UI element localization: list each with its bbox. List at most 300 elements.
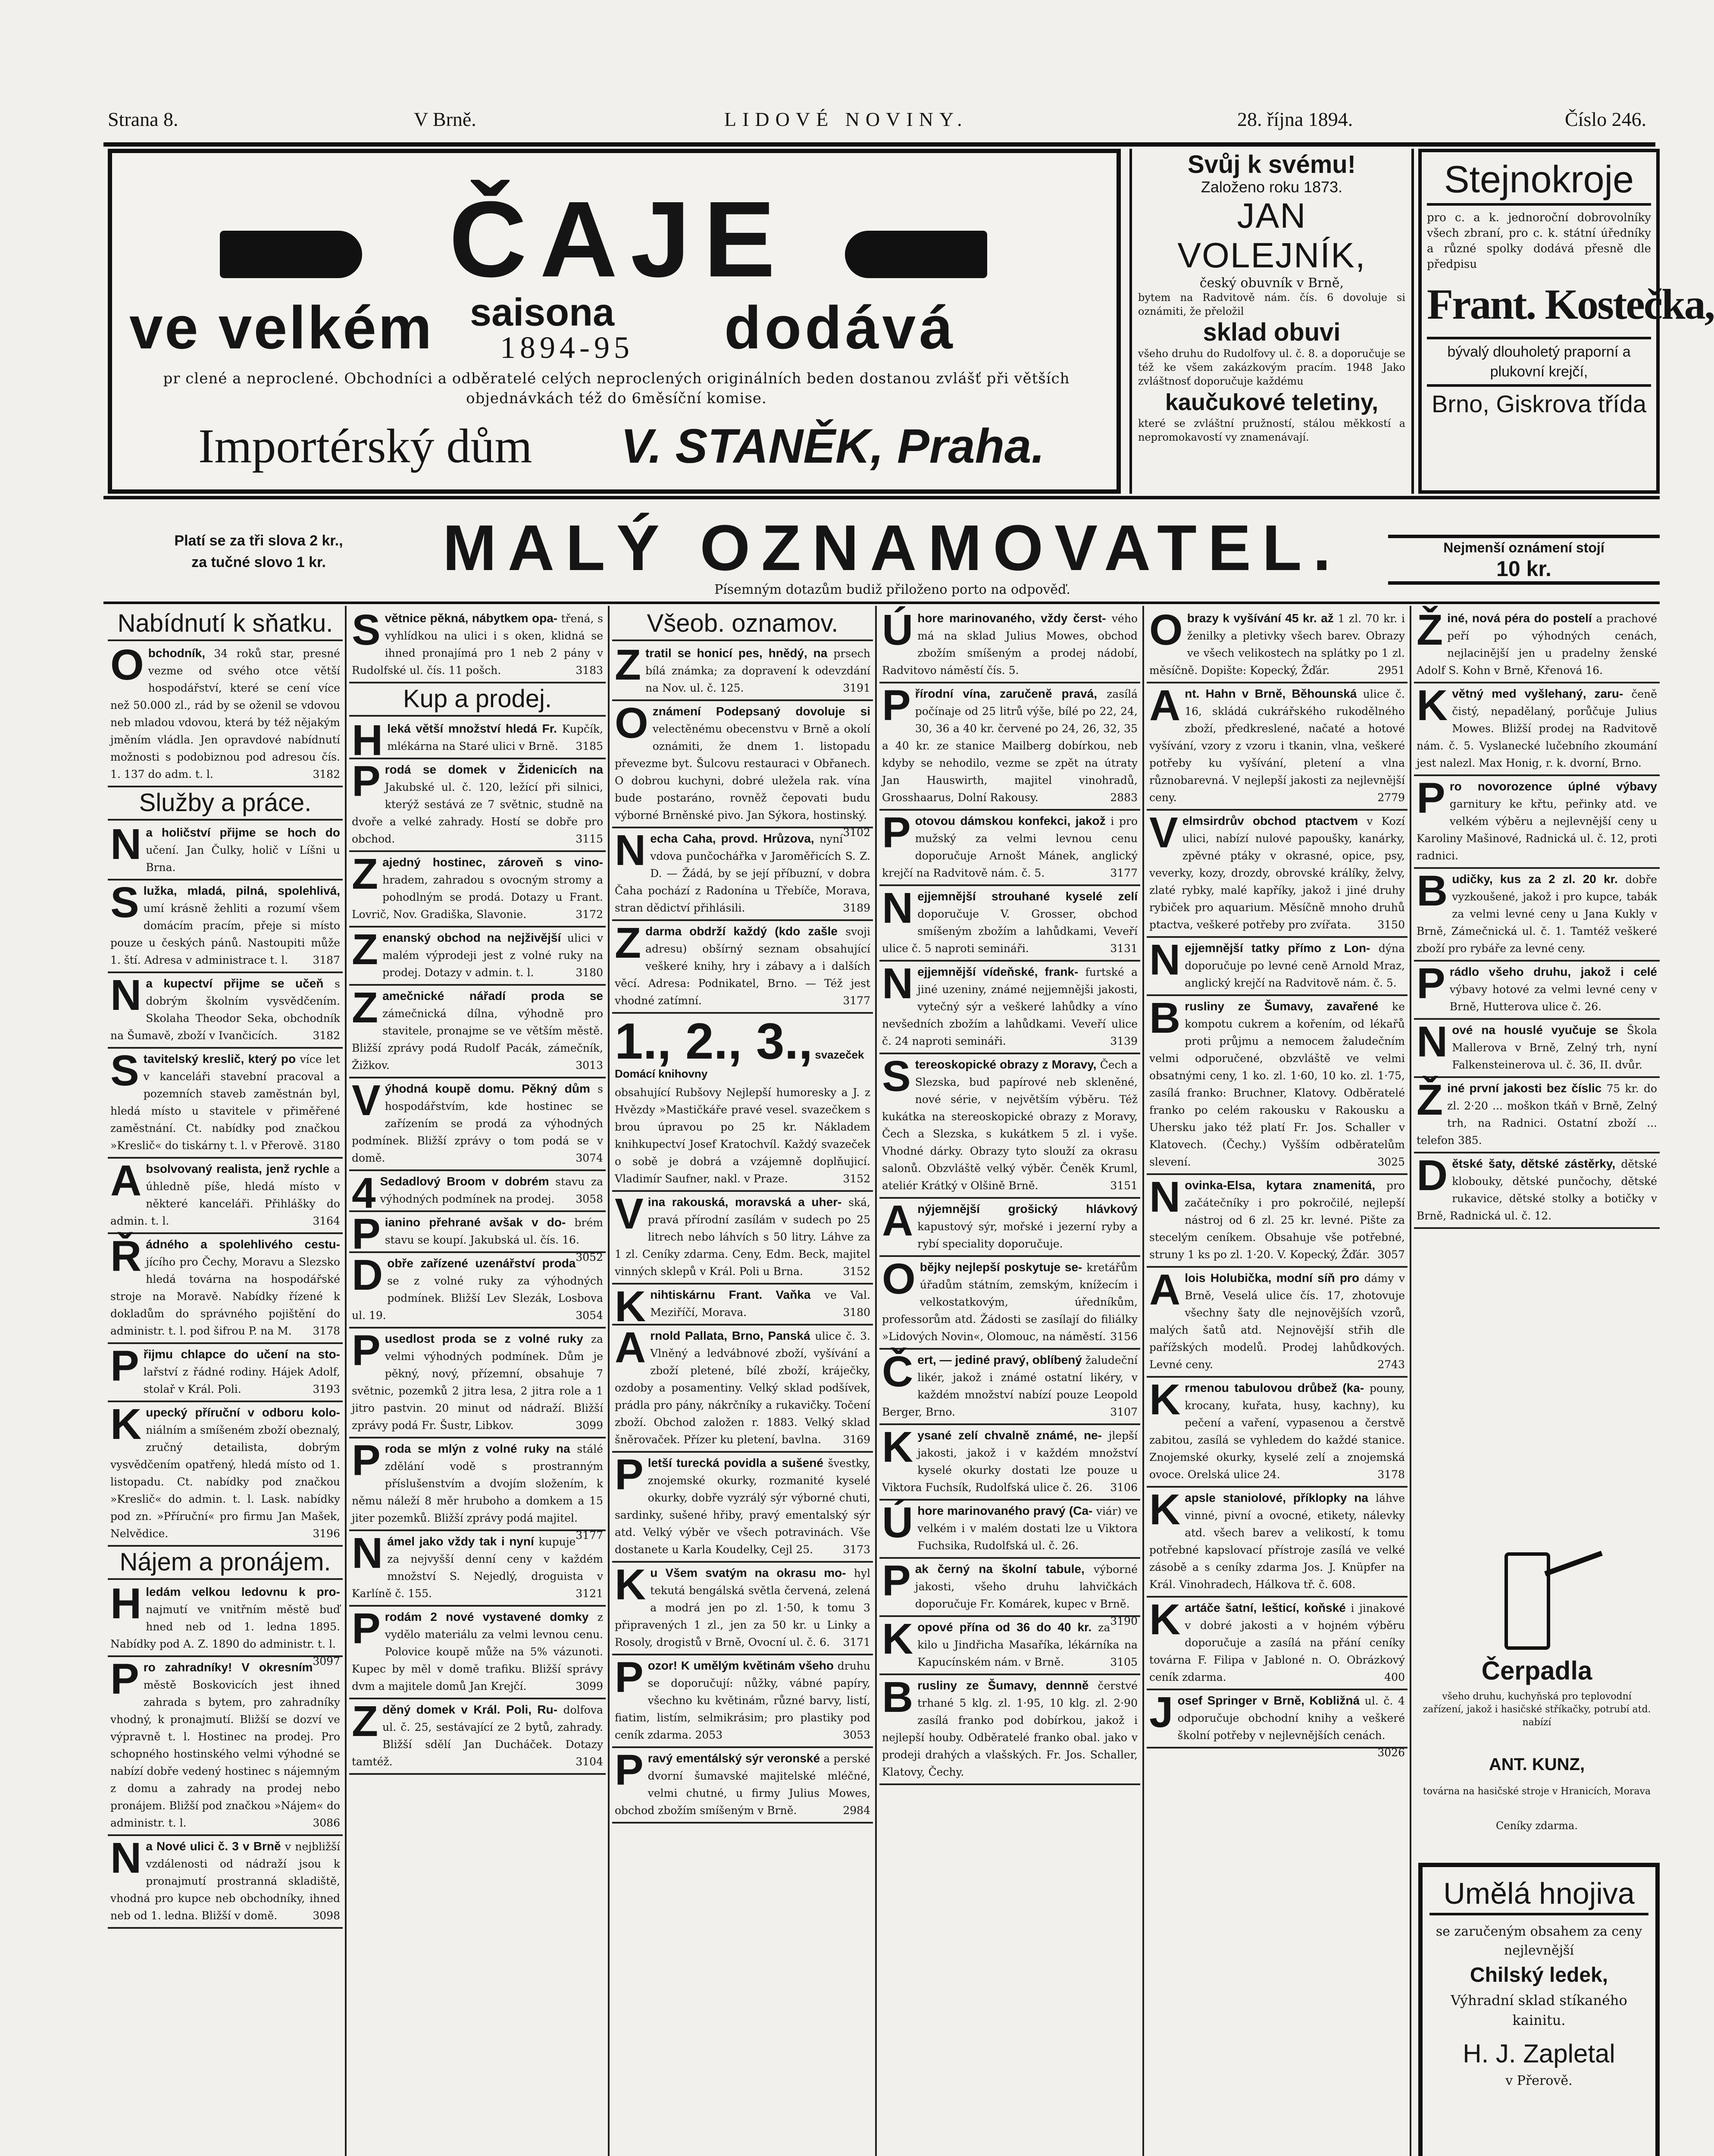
classified-ad (612, 1082, 873, 1192)
ad-lead: větný med vyšlehaný, zaru- (1452, 687, 1623, 700)
pump-ceniky: Ceníky zdarma. (1496, 1820, 1578, 1832)
ad-text: a prachové peří po výhodných cenách, nejlacinější jen u pradelny ženské Adolf S. Kohn v Brně, Křenová 16. (1417, 612, 1657, 677)
ad-lead: ledám velkou ledovnu k pro- (146, 1585, 340, 1598)
drop-initial: O (1149, 606, 1183, 654)
volejnik-text1: bytem na Radvitově nám. čís. 6 dovoluje si oznámiti, že přeložil (1138, 291, 1405, 317)
classified-ad (879, 886, 1140, 962)
ad-text: Jakubské ul. č. 120, ležící při silnici, kterýž sestává ze 7 světnic, studně na dvoře a velké zahrady. Hostí se dobře pro obchod. (352, 780, 603, 845)
ad-lead: ádného a spolehlivého cestu- (146, 1237, 340, 1251)
pump-handle (1544, 1551, 1603, 1576)
ad-number: 2743 (1377, 1358, 1405, 1371)
volejnik-advertisement (1129, 149, 1414, 494)
pump-company: ANT. KUNZ, (1489, 1755, 1585, 1774)
drop-initial: N (1149, 936, 1181, 984)
classified-ad (349, 759, 606, 852)
ad-number: 3107 (1110, 1406, 1138, 1418)
big-numbers (612, 1014, 873, 1082)
ad-text: pouny, krocany, kuřata, husy, kachny), ku pečení a vaření, vypasenou a čerstvě zabitou, zasílá se vyhledem do každé stanice. Znojemské okurky, kyselé zelí a znojemská ovoce. Orelská ulice 24. (1149, 1382, 1405, 1481)
big-numbers-side: svazeček Domácí knihovny (615, 1048, 864, 1080)
kostecka-address: Brno, Giskrova třída (1427, 384, 1651, 421)
classified-ad (108, 1046, 343, 1159)
classified-ad (879, 1257, 1140, 1350)
page-number: Strana 8. (108, 108, 178, 130)
ad-number: 3177 (1110, 867, 1138, 879)
ad-text: niálním a smíšeném zboží obeznalý, zručný detailista, dobrým vysvědčením opatřený, hledá místo od 1. listopadu. Ct. nabídky pod značkou »Kreslič« do admin. t. l. Lask. nabídky pod zn. »Příruční« pro firmu Jan Mašek, Nelvědice. (110, 1423, 340, 1540)
classified-ad (612, 1655, 873, 1748)
classified-ad (108, 1833, 343, 1929)
ad-lead: ové na houslé vyučuje se (1452, 1023, 1618, 1037)
ad-text: ulice č. 3. Vlněný a ledvábnové zboží, vyšívání a zboží pletené, bílé zboží, kráječky, ozdoby a posamentiny. Velký sklad podšívek, prádla pro pány, nákrčníky a rukavičky. Točení zboží. Obchod založen r. 1883. Velký sklad šněrovaček. Přízer ku pletení, bavlna. (615, 1329, 870, 1446)
ad-number: 3052 (576, 1250, 603, 1263)
ad-lead: artáče šatní, lešticí, koňské (1185, 1601, 1346, 1614)
classified-ad (349, 1699, 606, 1775)
drop-initial: A (1149, 1266, 1181, 1314)
ad-number: 3097 (313, 1655, 340, 1667)
ad-number: 3099 (576, 1680, 603, 1692)
tea-season-years: 1894-95 (500, 330, 634, 365)
ad-text: čeně čistý, nepadělaný, porůčuje Julius Mowes. Bližší prodej na Radvitově nám. č. 5. Vyslanecké lučebního zkoumání jest nalezl. Max Honig, r. k. dvorní, Brno. (1417, 688, 1658, 769)
volejnik-text3: které se zvláštní pružností, stálou měkkostí a nepromokavostí vy znamenávají. (1138, 417, 1405, 443)
classified-ad (108, 878, 343, 973)
classified-ad (879, 808, 1140, 886)
ad-lead: brazy k vyšívání 45 kr. až (1187, 611, 1334, 625)
classified-ad (1414, 608, 1660, 683)
ad-number: 3074 (576, 1151, 603, 1164)
price-note-right-1: Nejmenší oznámení stojí (1388, 535, 1660, 556)
classified-ad (349, 1604, 606, 1699)
ad-number: 3191 (843, 681, 870, 694)
ad-number: 2951 (1377, 664, 1405, 677)
ad-text: svoji adresu) obšírný seznam obsahující veškeré knihy, hry i zábavy a i dalších věcí. Adresa: Podnikatel, Brno. — Též jest vhodné zatímní. (615, 925, 870, 1007)
ad-text: dýna doporučuje po levné ceně Arnold Mraz, anglický krejčí na Radvitově nám. č. 5. (1185, 942, 1405, 989)
drop-initial: K (1417, 681, 1448, 730)
drop-initial: Z (352, 1697, 378, 1745)
ad-number: 3171 (843, 1636, 870, 1648)
ad-number: 3139 (1110, 1035, 1138, 1047)
drop-initial: S (352, 606, 381, 654)
pump-advertisement (1414, 1544, 1660, 1854)
drop-initial: N (882, 959, 913, 1008)
drop-initial: Z (352, 925, 378, 974)
ad-number: 3172 (576, 908, 603, 921)
drop-initial: K (615, 1560, 646, 1609)
city: V Brně. (414, 108, 476, 130)
ad-text: brém stavu se koupí. Jakubská ul. čís. 16. (385, 1216, 604, 1246)
drop-initial: P (615, 1653, 644, 1702)
ad-lead: ejjemnější tatky přímo z Lon- (1185, 941, 1370, 955)
ad-lead: elmsirdrův obchod ptactvem (1182, 814, 1358, 827)
postage-note: Písemným dotazům budiž přiloženo porto na odpověď. (714, 582, 1070, 597)
classified-ad (108, 1402, 343, 1547)
ad-text: více let v kanceláři stavební pracoval a pozemních staveb zaměstnán byl, hledá místo u stavitele v přiměřené zaměstnání. Ct. nabídky pod značkou »Kreslič« do tiskárny t. l. v Přerově. (110, 1053, 340, 1152)
ad-number: 3025 (1377, 1156, 1405, 1168)
ad-text: výborné jakosti, všeho druhu lahvičkách doporučuje Fr. Komárek, kupec v Brně. (915, 1563, 1138, 1610)
pump-icon (1504, 1552, 1550, 1650)
ad-number: 3183 (576, 664, 603, 677)
drop-initial: N (882, 884, 913, 932)
ad-lead: větnice pěkná, nábytkem opa- (385, 611, 558, 625)
classified-ad (879, 1675, 1140, 1785)
ad-text: dámy v Brně, Veselá ulice čís. 17, zhotovuje všechny šaty dle nejnovějších vzorů, malých šatů atd. Nejnovější střih dle pařížských modelů. Prodej lahůdkových. Levné ceny. (1149, 1272, 1405, 1371)
classified-ad (1414, 1153, 1660, 1229)
drop-initial: P (1417, 774, 1445, 822)
drop-initial: Ř (110, 1232, 142, 1280)
ad-text: v Kozí ulici, nabízí nulové papoušky, kanárky, zpěvné ptáky v okrasné, opice, psy, veverky, kozy, drozdy, obrovské králíky, želvy, zlaté rybky, malé kapříky, jakož i jiné druhy rybiček pro aquarium. Měsíčně mnoho druhů ptactva, veškeré potřeby pro zvířata. (1149, 815, 1405, 931)
ad-number: 3104 (576, 1755, 603, 1768)
drop-initial: Z (352, 849, 378, 898)
ad-text: garnitury ke křtu, peřinky atd. ve velkém výběru a nejlevnější ceny u Karoliny Mašinové, Radnická ul. č. 12, proti radnici. (1417, 798, 1657, 862)
pump-place: továrna na hasičské stroje v Hranicích, Morava (1423, 1786, 1651, 1797)
ad-lead: a Nové ulici č. 3 v Brně (146, 1839, 281, 1853)
ad-number: 3150 (1377, 918, 1405, 931)
ad-text: obsahující Rubšovy Nejlepší humoresky a J. z Hvězdy »Mastičkáře pravé vesel. svazečkem s brou úpravou po 25 kr. Nákladem knihkupectví Josef Kratochvíl. Každý svazeček o sobě je dobrá a vzájemně doplňujicí. Vladimír Saufner, nakl. v Praze. (615, 1086, 870, 1185)
drop-initial: S (882, 1052, 911, 1100)
drop-initial: V (352, 1076, 381, 1125)
ad-text: učení. Jan Čulky, holič v Líšni u Brna. (146, 843, 340, 874)
ad-lead: echa Caha, provd. Hrůzova, (650, 831, 814, 845)
drop-initial: O (882, 1255, 916, 1303)
category-heading: Nájem a pronájem. (108, 1547, 343, 1580)
ad-lead: ro novorozence úplné výbavy (1449, 780, 1657, 793)
ad-text: dolfova ul. č. 25, sestávající ze 2 bytů, zahrady. Bližší sdělí Jan Ducháček. Dotazy tamtéž. (352, 1703, 603, 1768)
ad-lead: otovou dámskou konfekci, jakož (915, 814, 1106, 827)
drop-initial: P (352, 1436, 381, 1485)
drop-initial: N (110, 1833, 142, 1882)
ad-lead: rmenou tabulovou drůbež (ka- (1185, 1381, 1364, 1395)
ad-number: 3102 (843, 826, 870, 839)
column-1 (108, 608, 343, 2156)
pump-title: Čerpadla (1481, 1656, 1592, 1685)
drop-initial: P (882, 808, 911, 857)
ad-lead: hore marinovaného pravý (Ca- (917, 1504, 1093, 1517)
ad-number: 2883 (1110, 791, 1138, 804)
drop-initial: P (352, 1210, 381, 1258)
ad-text: pro začátečníky i pro pokročilé, nejlepší nástroj od 6 zl. 25 kr. levné. Pište za stecelým ceníkem. Obsahuje vše potřebné, struny 1 ks po zl. 1·20. V. Kopecký, Žďár. (1149, 1179, 1405, 1261)
ad-text: 75 kr. do zl. 2·20 ... moškon tkáň v Brně, Zelný trh, na Radnici. Ostatní zboží ... telefon 385. (1417, 1082, 1657, 1147)
ad-lead: amečnické nářadí proda se (382, 989, 603, 1003)
ad-text: druhu se doporučují: nůžky, vábné papíry, všechno ku květinám, různé barvy, listí, fiatim, listím, selmikrásim; pro plastiky pod ceník zdarma. 2053 (615, 1659, 870, 1741)
classified-ad (1147, 1378, 1407, 1488)
ad-lead: ozor! K umělým květinám všeho (647, 1658, 834, 1672)
volejnik-store: sklad obuvi (1203, 318, 1341, 346)
ad-text: ul. č. 4 odporučuje obchodní knihy a veškeré školní potřeby v nejlevnějších cenách. (1177, 1695, 1405, 1742)
drop-initial: P (882, 681, 911, 730)
issue-number: Číslo 246. (1565, 108, 1647, 130)
kostecka-advertisement (1418, 149, 1714, 494)
price-note-left-1: Platí se za tři slova 2 kr., (174, 533, 343, 549)
ad-lead: ro zahradníky! V okresním (143, 1660, 313, 1674)
classified-ad (879, 1498, 1140, 1559)
ad-number: 2779 (1377, 791, 1405, 804)
classified-ad (108, 1341, 343, 1402)
ad-lead: a holičství přijme se hoch do (146, 825, 340, 839)
ad-lead: ajedný hostinec, zároveň s vino- (382, 855, 603, 869)
ad-text: umí krásně žehliti a rozumí všem domácím pracím, přeje si místo pouze u českých pánů. Nastoupiti může 1. ští. Adresa v administrace t. l. (110, 902, 340, 966)
ad-text: kretářům úřadům státním, zemským, knížecím i velkostatkovým, úředníkům, professorům atd. Žádosti se zasílají do filiálky »Lidových Novin«, Olomouc, na náměstí. (882, 1261, 1138, 1343)
ad-text: stálé zdělání vodě s prostranným příslušenstvím a dvojím složením, k němu náleží 8 měr hruboho a domkem a 15 jiter pozemků. Bližší zprávy podá majitel. (352, 1442, 603, 1524)
column-5 (1147, 608, 1407, 2156)
classified-ad (108, 973, 343, 1049)
ad-text: jlepší jakosti, jakož i v každém množství kyselé okurky dostati lze pouze u Viktora Fuchsík, Rudolfská ulice č. 26. (882, 1429, 1138, 1494)
drop-initial: J (1149, 1688, 1173, 1736)
ad-text: ve Val. Meziříčí, Morava. (650, 1288, 870, 1319)
ad-number: 3173 (843, 1543, 870, 1556)
drop-initial: P (352, 1326, 381, 1375)
ad-lead: nihtiskárnu Frant. Vaňka (650, 1288, 811, 1301)
classified-ad (1147, 1175, 1407, 1268)
classified-ad (108, 1657, 343, 1836)
ad-lead: darma obdrží každý (kdo zašle (645, 924, 838, 938)
drop-initial: O (615, 699, 648, 747)
category-heading: Nabídnutí k sňatku. (108, 608, 343, 641)
ad-lead: rusliny ze Šumavy, zavařené (1185, 1000, 1379, 1013)
ad-lead: bějky nejlepší poskytuje se- (920, 1260, 1082, 1274)
ad-lead: lužka, mladá, pilná, spolehlivá, (143, 884, 340, 897)
volejnik-founded: Založeno roku 1873. (1201, 178, 1343, 196)
kostecka-headline: Stejnokroje (1427, 156, 1651, 206)
ad-number: 3057 (1377, 1248, 1405, 1261)
drop-initial: O (110, 640, 144, 689)
ad-number: 3180 (843, 1306, 870, 1319)
classified-ad (349, 1169, 606, 1217)
ad-text: se z volné ruky za výhodných podmínek. Bližší Lev Slezák, Losbova ul. 19. (352, 1274, 603, 1322)
ad-number: 3182 (313, 768, 340, 780)
drop-initial: V (1149, 808, 1178, 857)
ad-lead: a kupectví přijme se učeň (146, 976, 324, 990)
column-2 (349, 608, 606, 2156)
ad-number: 3190 (1110, 1615, 1138, 1627)
classified-ad (349, 849, 606, 928)
classified-ad (1414, 683, 1660, 776)
ad-lead: rusliny ze Šumavy, dennně (917, 1679, 1089, 1692)
drop-initial: Z (352, 983, 378, 1032)
ad-lead: opové přína od 36 do 40 kr. (917, 1620, 1092, 1634)
classified-ad (1147, 1485, 1407, 1598)
ad-lead: řijmu chlapce do učení na sto- (143, 1347, 340, 1361)
classified-ad (1147, 938, 1407, 996)
ad-number: 3152 (843, 1265, 870, 1278)
classified-ad (879, 1054, 1140, 1199)
ad-number: 3058 (576, 1192, 603, 1205)
ad-lead: ina rakouská, moravská a uher- (647, 1195, 842, 1209)
ad-number: 3177 (576, 1529, 603, 1542)
ad-number: 3131 (1110, 942, 1138, 955)
classified-ad (612, 828, 873, 921)
ad-text: hradem, zahradou s ovocným stromy a pohodlným se prodá. Dotazy u Frant. Lovrič, Nov. Gradiška, Slavonie. (352, 873, 603, 921)
ad-number: 3026 (1377, 1746, 1405, 1759)
ad-text: i jinakové v dobré jakosti a v hojném výběru doporučuje a zasílá na přání ceníky továrna F. Filipa v Jabloné n. O. Obrázkový ceník zdarma. (1149, 1602, 1405, 1683)
classified-ad (349, 1531, 606, 1607)
fertilizer-title: Umělá hnojiva (1429, 1874, 1648, 1915)
ad-lead: ovinka-Elsa, kytara znamenitá, (1185, 1178, 1376, 1192)
ad-lead: ětské šaty, dětské zástěrky, (1452, 1157, 1616, 1170)
drop-initial: N (1417, 1018, 1448, 1066)
classified-ad (879, 1199, 1140, 1257)
ad-number: 3178 (1377, 1468, 1405, 1481)
drop-initial: Ú (882, 1498, 913, 1547)
column-4 (879, 608, 1140, 2156)
ad-text: za kilo u Jindřicha Masaříka, lékárníka na Kapucínském nám. v Brně. (917, 1621, 1138, 1668)
newspaper-title: LIDOVÉ NOVINY. (724, 108, 968, 130)
classified-ad (349, 983, 606, 1078)
category-heading: Služby a práce. (108, 787, 343, 821)
ad-lead: tratil se honicí pes, hnědý, na (645, 646, 828, 660)
fertilizer-text2: Výhradní sklad stíkaného kainitu. (1451, 1992, 1627, 2028)
classified-ad (1147, 683, 1407, 811)
drop-initial: K (1149, 1595, 1181, 1644)
ad-text: lařství z řádné rodiny. Hájek Adolf, stolař v Král. Poli. (143, 1365, 340, 1395)
drop-initial: Z (615, 640, 641, 689)
volejnik-product: kaučukové teletiny, (1165, 389, 1379, 415)
ad-text: a úhledně píše, hledá místo v některé kanceláři. Přihlášky do admin. t. l. (110, 1163, 340, 1227)
drop-initial: K (615, 1282, 646, 1331)
ad-text: dobře vyzkoušené, jakož i pro kupce, tabák za velmi levné ceny u Jana Kukly v Brně, Zámečnická ul. č. 1. Tamtéž veškeré zboží pro rybáře za levné ceny. (1417, 873, 1657, 955)
volejnik-trade: český obuvník v Brně, (1199, 276, 1344, 291)
ad-number: 3169 (843, 1433, 870, 1446)
ad-lead: ysané zelí chvalně známé, ne- (917, 1429, 1102, 1442)
ad-number: 3196 (313, 1527, 340, 1540)
ad-number: 3189 (843, 901, 870, 914)
drop-initial: D (352, 1250, 383, 1299)
drop-initial: S (110, 878, 139, 927)
fertilizer-advertisement (1418, 1863, 1660, 2156)
ad-number: 3185 (576, 740, 603, 752)
classified-ad (612, 1745, 873, 1824)
drop-initial: N (110, 820, 142, 868)
classified-ad (612, 640, 873, 701)
tea-advertisement (108, 149, 1121, 494)
ad-lead: rodá se domek v Židenicích na (385, 762, 603, 776)
ad-lead: u Všem svatým na okrasu mo- (650, 1566, 846, 1579)
ad-text: prsech bílá známka; za dopravení k odevzdání na Nov. ul. č. 125. (645, 647, 870, 694)
column-6 (1414, 608, 1660, 1539)
ad-lead: obře zařízené uzenářství proda (387, 1256, 576, 1270)
drop-initial: B (882, 1673, 913, 1721)
ad-text: viár) ve velkém i v malém dostati lze u Viktora Fuchsika, Rudolfská ul. č. 26. (917, 1505, 1138, 1552)
ad-number: 3156 (1110, 1330, 1138, 1343)
drop-initial: K (1149, 1376, 1181, 1424)
ad-text: kapustový sýr, mořské i jezerní ryby a rybí speciality doporučuje. (917, 1220, 1138, 1250)
classified-ad (349, 1250, 606, 1329)
ad-text: čerstvé trhané 5 klg. zl. 1·95, 10 klg. zl. 2·90 zasílá franko pod dobírkou, jakož i nejlepší houby. Odběratelé franko obal. jako v prodeji drahých a vlašských. Fr. Jos. Schaller, Klatovy, Čechy. (882, 1680, 1138, 1778)
ad-number: 3182 (313, 1029, 340, 1042)
classified-ad (612, 1282, 873, 1331)
ad-number: 3115 (576, 832, 603, 845)
pump-text: všeho druhu, kuchyňská pro teplovodní zařízení, jakož i hasičské stříkačky, potrubí atd. nabízí (1423, 1691, 1651, 1728)
ad-lead: nýjemnější grošický hlávkový (917, 1202, 1138, 1216)
column-3 (612, 608, 873, 2156)
ad-lead: děný domek v Král. Poli, Ru- (382, 1702, 558, 1716)
drop-initial: P (110, 1655, 139, 1703)
ad-lead: iné první jakosti bez číslic (1447, 1081, 1602, 1095)
ad-text: švestky, znojemské okurky, rozmanité kyselé okurky, dobře vyzrálý sýr výborné chuti, sardinky, sušené hřiby, pravý ementalský sýr atd. Velký výběr ve všech potravinách. Vše dostanete u Karla Koudelky, Cejl 25. (615, 1457, 870, 1556)
ad-text: jícího pro Čechy, Moravu a Slezsko hledá továrna na hospodářské stroje na Moravě. Nabídky řízené k dokladům do správného pojištění do administr. t. l. pod šifrou P. na M. (110, 1255, 340, 1337)
price-note-right-2: 10 kr. (1388, 556, 1660, 585)
volejnik-headline: Svůj k svému! (1187, 150, 1356, 179)
ad-lead: upecký příruční v odboru kolo- (146, 1405, 340, 1419)
pointing-hand-left-icon (220, 231, 362, 278)
drop-initial: A (882, 1197, 913, 1245)
drop-initial: K (110, 1400, 142, 1448)
ad-number: 3178 (313, 1324, 340, 1337)
drop-initial: P (352, 1604, 381, 1653)
category-heading: Všeob. oznamov. (612, 608, 873, 641)
drop-initial: P (615, 1745, 644, 1794)
drop-initial: P (615, 1450, 644, 1499)
ad-lead: tavitelský kreslič, který po (143, 1052, 296, 1065)
ad-lead: bsolvovaný realista, jenž rychle (146, 1162, 330, 1175)
ad-text: ke kompotu cukrem a kořením, od lékařů proti průjmu a nemocem žaludečním velmi odporučené, obzvláště ve velmi obsatnými ceny, 1 ko. zl. 1·60, 10 ko. zl. 1·75, zasílá franko: Bruchner, Klatovy. Odběratelé franko po celém rakousku v Rakousku a Uhersku jako též platí Fr. Jos. Schaller v Klatovech. (Čechy.) Vyšším odběratelům slevení. (1149, 1000, 1405, 1168)
ad-text: stavu za výhodných podmínek na prodej. (380, 1175, 603, 1205)
classified-ad (349, 925, 606, 986)
ad-text: s hospodářstvím, kde hostinec se zařízením se prodá za výhodných podmínek. Bližší zprávy o tom podá se v domě. (352, 1082, 604, 1164)
drop-initial: S (110, 1046, 139, 1095)
ad-lead: ak černý na školní tabule, (915, 1562, 1085, 1576)
price-note-left-2: za tučné slovo 1 kr. (191, 554, 326, 570)
ad-lead: tereoskopické obrazy z Moravy, (915, 1058, 1097, 1071)
ad-lead: nt. Hahn v Brně, Běhounská (1185, 687, 1357, 700)
tea-house: Importérský dům (198, 420, 532, 473)
drop-initial: 4 (352, 1169, 376, 1217)
ad-text: a perské dvorní šumavské majitelské mléčné, velmi chutné, u firmy Julius Mowes, obchod zbožím smíšeným v Brně. (615, 1752, 871, 1817)
classified-ad (1414, 776, 1660, 869)
ad-number: 3180 (576, 966, 603, 979)
drop-initial: N (1149, 1173, 1181, 1221)
drop-initial: V (615, 1189, 644, 1238)
ad-number: 3164 (313, 1214, 340, 1227)
classified-ad (612, 1323, 873, 1453)
drop-initial: Ž (1417, 606, 1443, 654)
ad-text: zámečnická dílna, výhodně pro stavitele, pronajme se ve větším městě. Bližší zprávy podá Rudolf Pacák, zámečník, Žižkov. (352, 1007, 603, 1072)
ad-text: zasílá počínaje od 25 litrů výše, bílé po 22, 24, 30, 36 a 40 kr. červené po 24, 26, 32, 35 a 40 kr. ze stanice Mailberg dobírkou, neb kdyby se nehodilo, vezme se zpět na útraty Jan Hauswirth, majitel vinohradů, Grosshaarus, Dolní Rakousy. (882, 688, 1138, 804)
classified-ad (879, 1617, 1140, 1675)
classified-ad (1147, 1595, 1407, 1690)
ad-lead: hore marinovaného, vždy čerst- (917, 611, 1106, 625)
ad-lead: enanský obchod na nejživější (382, 931, 561, 944)
ad-text: v nejbližší vzdálenosti od nádraží jsou k pronajmutí prostranná skladiště, vhodná pro kupce neb obchodníky, ihned neb od 1. ledna. Bližší v domě. (110, 1840, 340, 1922)
issue-date: 28. října 1894. (1237, 108, 1353, 130)
ad-lead: bchodník, (148, 646, 206, 660)
drop-initial: P (882, 1557, 911, 1605)
ad-text: hyl tekutá bengálská světla červená, zelená a modrá jen po zl. 1·50, k tomu 3 připravených 1 zl., jen za 50 kr. u Linky a Rosoly, drogistů v Brně, Ovocní ul. č. 6. (615, 1567, 871, 1648)
ad-text: s dobrým školním vysvědčením. Skolaha Theodor Seka, obchodník na Šumavě, zboží v Ivančicích. (110, 977, 340, 1042)
ad-lead: iné, nová péra do postelí (1447, 611, 1592, 625)
ad-text: láhve vinné, pivní a ovocné, etikety, nálevky atd. všech barev a velikostí, k tomu potřebné kapslovací přístroje zasílá ve velké zásobě a s ceníky zdarma Jos. J. Knüpfer na Král. Vinohradech, Hálkova tř. č. 608. (1149, 1492, 1405, 1591)
ad-lead: roda se mlýn z volné ruky na (385, 1442, 570, 1455)
classified-ad (879, 959, 1140, 1054)
ad-number: 2984 (843, 1804, 870, 1817)
kostecka-text1: pro c. a k. jednoroční dobrovolníky všech zbraní, pro c. k. státní úředníky a různé spolky dodává přesně dle předpisu (1427, 211, 1651, 271)
ad-number: 3152 (843, 1172, 870, 1185)
fertilizer-text: se zaručeným obsahem za ceny nejlevnější (1436, 1924, 1642, 1958)
classified-ad (349, 716, 606, 765)
classified-ad (108, 1156, 343, 1234)
drop-initial: Ž (1417, 1076, 1443, 1124)
drop-initial: K (1149, 1485, 1181, 1534)
ad-number: 3098 (313, 1909, 340, 1922)
ad-text: městě Boskovicích jest ihned zahrada s bytem, pro zahradníky vhodný, k pronajmutí. Bližší se dozví ve výpravně t. l. Hostinec na prodej. Pro schopného hostinského velmi výhodné se nabízí dobře vedený hostinec s nájemným z domu a zahrady na prodej nebo pronájem. Bližší pod značkou »Nájem« do administr. t. l. (110, 1678, 340, 1829)
ad-text: furtské a jiné uzeniny, známé nejjemnějši jakosti, vytečný sýr a veškeré lahůdky a víno nevšedních zbožím a lahůdkami. Veveří ulice č. 24 naproti semináři. (882, 966, 1138, 1047)
ad-lead: ýhodná koupě domu. Pěkný dům (385, 1081, 590, 1095)
ad-text: Kupčík, mlékárna na Staré ulici v Brně. (387, 722, 604, 752)
classified-ad (612, 918, 873, 1014)
ad-lead: osef Springer v Brně, Kobližná (1177, 1694, 1360, 1707)
ad-text: za velmi výhodných podmínek. Dům je pěkný, nový, přízemní, obsahuje 7 světnic, pozemků 2 jitra lesa, 2 jitra role a 1 jitro pastvin. 20 minut od nádraží. Bližší zprávy podá Fr. Šustr, Libkov. (352, 1332, 603, 1432)
classified-ad (612, 1189, 873, 1285)
ad-text: vého má na sklad Julius Mowes, obchod zbožím smíšeným a prodej nádobí, Radvitovo náměstí čís. 5. (882, 612, 1138, 677)
fertilizer-product: Chilský ledek, (1470, 1964, 1608, 1987)
ad-number: 3121 (576, 1587, 603, 1600)
